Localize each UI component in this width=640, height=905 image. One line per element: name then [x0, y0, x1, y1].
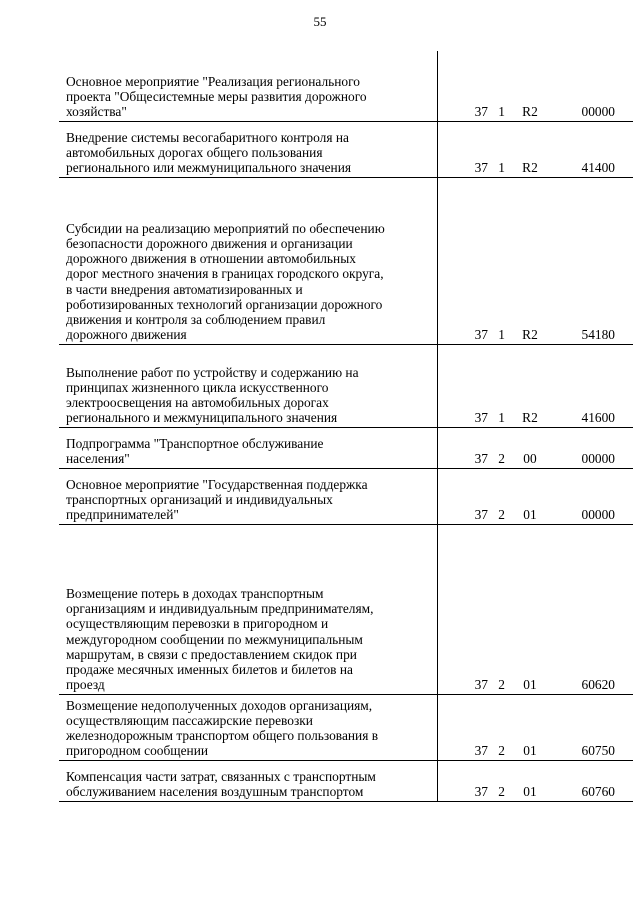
code-subprogram-text: 2 — [498, 677, 505, 693]
row-description — [59, 524, 438, 694]
code-activity-text: 00 — [523, 451, 537, 467]
code-program — [438, 468, 489, 524]
code-subprogram — [488, 760, 505, 801]
code-direction — [549, 468, 633, 524]
code-activity — [505, 121, 549, 177]
code-subprogram — [488, 51, 505, 121]
code-subprogram-text: 1 — [498, 160, 505, 176]
code-program-text: 37 — [474, 677, 488, 693]
code-activity-text: R2 — [522, 327, 538, 343]
table-row — [59, 51, 633, 121]
row-description — [59, 51, 438, 121]
code-direction-text: 00000 — [581, 507, 615, 523]
table-row — [59, 121, 633, 177]
row-description-text: Основное мероприятие "Государственная поддержка транспортных организаций и индивидуальных предпринимателей" — [66, 476, 368, 523]
code-program — [438, 760, 489, 801]
code-subprogram — [488, 524, 505, 694]
code-activity — [505, 177, 549, 344]
budget-classification-table — [59, 51, 633, 802]
row-description-text: Выполнение работ по устройству и содержанию на принципах жизненного цикла искусственного электроосвещения на автомобильных дорогах регионального и межмуниципального значения — [66, 364, 359, 426]
table-row — [59, 694, 633, 760]
code-activity-text: R2 — [522, 410, 538, 426]
code-program-text: 37 — [474, 451, 488, 467]
code-direction-text: 00000 — [581, 104, 615, 120]
row-description — [59, 760, 438, 801]
table-row — [59, 468, 633, 524]
code-activity — [505, 427, 549, 468]
code-subprogram — [488, 344, 505, 427]
row-description — [59, 427, 438, 468]
row-description-text: Компенсация части затрат, связанных с транспортным обслуживанием населения воздушным транспортом — [66, 769, 376, 800]
table-row — [59, 760, 633, 801]
code-program-text: 37 — [474, 160, 488, 176]
code-activity — [505, 344, 549, 427]
row-description-text: Возмещение потерь в доходах транспортным организациям и индивидуальным предпринимателям, осуществляющим перевозки в пригородном и междугородном сообщении по межмуниципальным маршрутам, в связи с предоставлением скидок при продаже месячных именных билетов и билетов на проезд — [66, 586, 374, 693]
code-subprogram — [488, 427, 505, 468]
code-program — [438, 177, 489, 344]
code-subprogram-text: 1 — [498, 104, 505, 120]
table-row — [59, 177, 633, 344]
code-activity-text: 01 — [523, 507, 537, 523]
row-description — [59, 344, 438, 427]
code-activity — [505, 468, 549, 524]
row-description — [59, 177, 438, 344]
row-description-text: Основное мероприятие "Реализация регионального проекта "Общесистемные меры развития дорожного хозяйства" — [66, 73, 367, 120]
code-program — [438, 344, 489, 427]
code-program-text: 37 — [474, 784, 488, 800]
code-activity-text: 01 — [523, 743, 537, 759]
code-direction — [549, 760, 633, 801]
code-activity-text: R2 — [522, 160, 538, 176]
row-description — [59, 694, 438, 760]
code-subprogram — [488, 694, 505, 760]
code-direction-text: 41400 — [581, 160, 615, 176]
code-subprogram — [488, 177, 505, 344]
code-program-text: 37 — [474, 327, 488, 343]
code-subprogram-text: 2 — [498, 451, 505, 467]
code-activity — [505, 694, 549, 760]
row-description-text: Подпрограмма "Транспортное обслуживание населения" — [66, 436, 324, 467]
table-row — [59, 427, 633, 468]
code-direction-text: 00000 — [581, 451, 615, 467]
code-direction-text: 60620 — [581, 677, 615, 693]
row-description-text: Внедрение системы весогабаритного контроля на автомобильных дорогах общего пользования регионального или межмуниципального значения — [66, 129, 352, 176]
code-activity-text: 01 — [523, 784, 537, 800]
code-direction-text: 60760 — [581, 784, 615, 800]
code-program — [438, 427, 489, 468]
code-subprogram-text: 1 — [498, 327, 505, 343]
code-direction — [549, 344, 633, 427]
page-number: 55 — [313, 14, 327, 29]
code-subprogram-text: 2 — [498, 743, 505, 759]
code-activity — [505, 760, 549, 801]
code-program-text: 37 — [474, 104, 488, 120]
row-description — [59, 121, 438, 177]
code-program — [438, 694, 489, 760]
code-activity-text: R2 — [522, 104, 538, 120]
table-row — [59, 524, 633, 694]
code-direction — [549, 121, 633, 177]
table-row — [59, 344, 633, 427]
code-direction — [549, 51, 633, 121]
code-activity — [505, 51, 549, 121]
row-description-text: Возмещение недополученных доходов организациям, осуществляющим пассажирские перевозки железнодорожным транспортом общего пользования в пригородном сообщении — [66, 697, 379, 759]
code-subprogram — [488, 468, 505, 524]
code-activity-text: 01 — [523, 677, 537, 693]
code-direction — [549, 427, 633, 468]
code-subprogram-text: 1 — [498, 410, 505, 426]
row-description — [59, 468, 438, 524]
code-direction-text: 54180 — [581, 327, 615, 343]
code-program — [438, 121, 489, 177]
code-direction — [549, 177, 633, 344]
code-activity — [505, 524, 549, 694]
code-subprogram-text: 2 — [498, 507, 505, 523]
code-program-text: 37 — [474, 507, 488, 523]
row-description-text: Субсидии на реализацию мероприятий по обеспечению безопасности дорожного движения и организации дорожного движения в отношении автомобильных дорог местного значения в границах городского округа, в части внедрения автоматизированных и роботизированных технологий организации дорожного движения и контроля за соблюдением правил дорожного движения — [66, 220, 385, 343]
code-subprogram-text: 2 — [498, 784, 505, 800]
code-program — [438, 524, 489, 694]
code-subprogram — [488, 121, 505, 177]
code-direction-text: 60750 — [581, 743, 615, 759]
code-program — [438, 51, 489, 121]
code-program-text: 37 — [474, 410, 488, 426]
code-direction — [549, 694, 633, 760]
code-direction — [549, 524, 633, 694]
code-program-text: 37 — [474, 743, 488, 759]
code-direction-text: 41600 — [581, 410, 615, 426]
